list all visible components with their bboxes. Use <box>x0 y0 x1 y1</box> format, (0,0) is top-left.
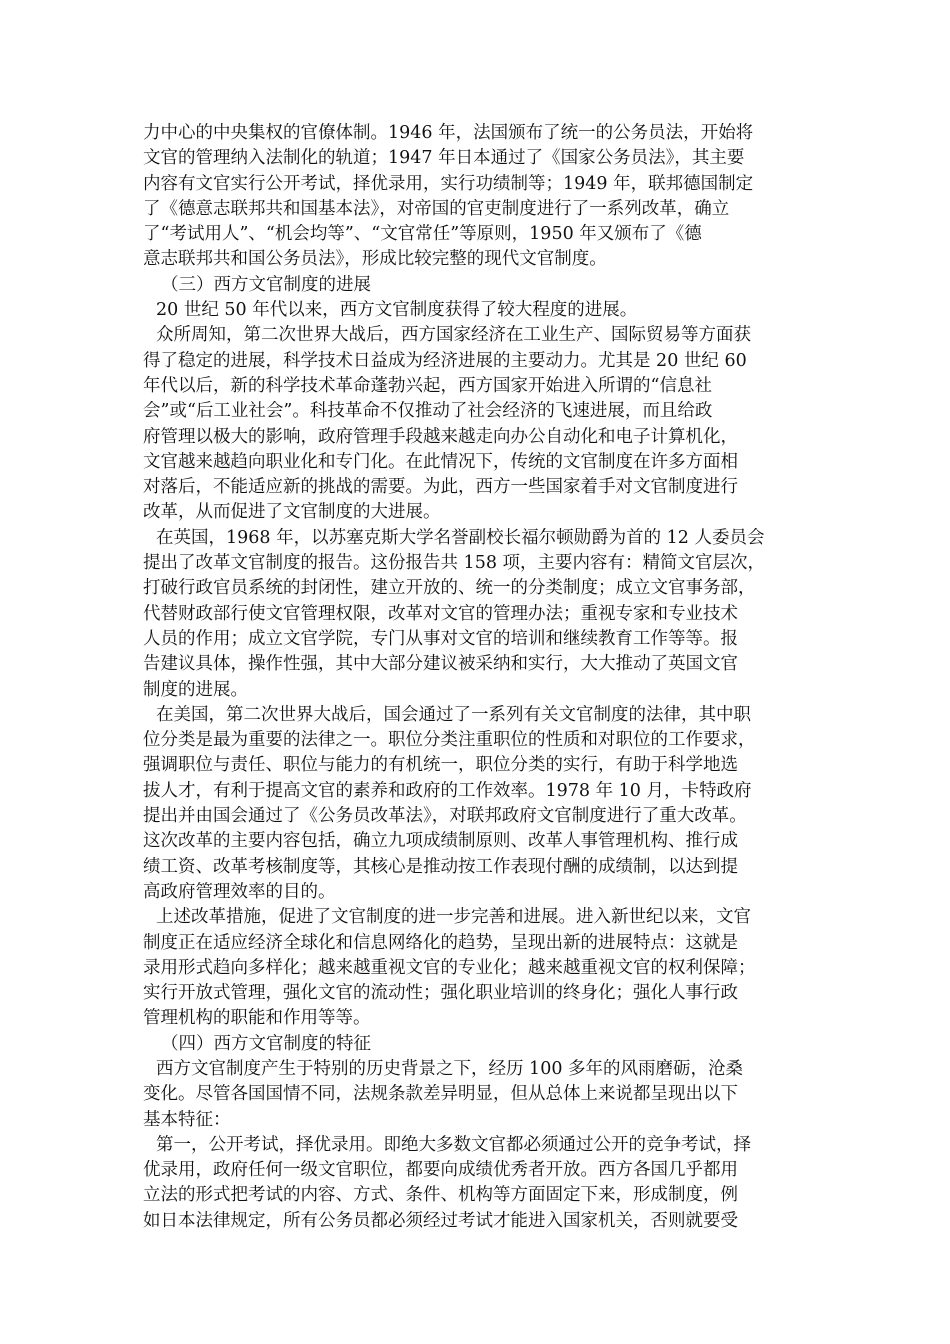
text-line: 了“考试用人”、“机会均等”、“文官常任”等原则，1950 年又颁布了《德 <box>143 224 702 245</box>
text-line: 管理机构的职能和作用等等。 <box>143 1008 371 1029</box>
text-line: 这次改革的主要内容包括，确立九项成绩制原则、改革人事管理机构、推行成 <box>143 831 738 852</box>
text-line: 对落后，不能适应新的挑战的需要。为此，西方一些国家着手对文官制度进行 <box>143 477 738 498</box>
text-line: 年代以后，新的科学技术革命蓬勃兴起，西方国家开始进入所谓的“信息社 <box>143 375 712 396</box>
text-line: 改革，从而促进了文官制度的大进展。 <box>143 502 441 523</box>
text-line: 基本特征： <box>143 1109 231 1130</box>
text-line: 实行开放式管理，强化文官的流动性；强化职业培训的终身化；强化人事行政 <box>143 983 738 1004</box>
text-line: 文官的管理纳入法制化的轨道；1947 年日本通过了《国家公务员法》，其主要 <box>143 148 745 169</box>
text-line: 强调职位与责任、职位与能力的有机统一，职位分类的实行，有助于科学地选 <box>143 755 738 776</box>
text-line: 高政府管理效率的目的。 <box>143 881 336 902</box>
section-heading: （四）西方文官制度的特征 <box>161 1033 371 1054</box>
text-line: 提出了改革文官制度的报告。这份报告共 158 项，主要内容有：精简文官层次， <box>143 553 766 574</box>
text-line: 人员的作用；成立文官学院，专门从事对文官的培训和继续教育工作等等。报 <box>143 628 738 649</box>
text-line: 众所周知，第二次世界大战后，西方国家经济在工业生产、国际贸易等方面获 <box>156 325 751 346</box>
text-line: 在美国，第二次世界大战后，国会通过了一系列有关文官制度的法律，其中职 <box>156 704 751 725</box>
text-line: 在英国，1968 年，以苏塞克斯大学名誉副校长福尔顿勋爵为首的 12 人委员会 <box>156 527 765 548</box>
text-line: 了《德意志联邦共和国基本法》，对帝国的官吏制度进行了一系列改革，确立 <box>143 198 730 219</box>
text-line: 意志联邦共和国公务员法》，形成比较完整的现代文官制度。 <box>143 249 607 270</box>
text-line: 如日本法律规定，所有公务员都必须经过考试才能进入国家机关，否则就要受 <box>143 1210 738 1231</box>
text-line: 制度的进展。 <box>143 679 248 700</box>
text-line: 会”或“后工业社会”。科技革命不仅推动了社会经济的飞速进展，而且给政 <box>143 401 713 422</box>
text-line: 文官越来越趋向职业化和专门化。在此情况下，传统的文官制度在许多方面相 <box>143 451 738 472</box>
text-line: 变化。尽管各国国情不同，法规条款差异明显，但从总体上来说都呈现出以下 <box>143 1084 738 1105</box>
text-line: 内容有文官实行公开考试，择优录用，实行功绩制等；1949 年，联邦德国制定 <box>143 173 754 194</box>
text-line: 制度正在适应经济全球化和信息网络化的趋势，呈现出新的进展特点：这就是 <box>143 932 738 953</box>
text-line: 绩工资、改革考核制度等，其核心是推动按工作表现付酬的成绩制，以达到提 <box>143 856 738 877</box>
body-text <box>143 121 808 1234</box>
text-line: 录用形式趋向多样化；越来越重视文官的专业化；越来越重视文官的权利保障； <box>143 957 756 978</box>
text-line: 优录用，政府任何一级文官职位，都要向成绩优秀者开放。西方各国几乎都用 <box>143 1160 738 1181</box>
text-line: 提出并由国会通过了《公务员改革法》，对联邦政府文官制度进行了重大改革。 <box>143 806 747 827</box>
section-heading: （三）西方文官制度的进展 <box>161 274 371 295</box>
text-line: 位分类是最为重要的法律之一。职位分类注重职位的性质和对职位的工作要求， <box>143 730 756 751</box>
text-line: 立法的形式把考试的内容、方式、条件、机构等方面固定下来，形成制度，例 <box>143 1185 738 1206</box>
text-line: 代替财政部行使文官管理权限，改革对文官的管理办法；重视专家和专业技术 <box>143 603 738 624</box>
text-line: 上述改革措施，促进了文官制度的进一步完善和进展。进入新世纪以来，文官 <box>156 907 751 928</box>
text-line: 拔人才，有利于提高文官的素养和政府的工作效率。1978 年 10 月，卡特政府 <box>143 780 752 801</box>
text-line: 20 世纪 50 年代以来，西方文官制度获得了较大程度的进展。 <box>156 300 638 321</box>
text-line: 第一，公开考试，择优录用。即绝大多数文官都必须通过公开的竞争考试，择 <box>156 1134 751 1155</box>
text-line: 告建议具体，操作性强，其中大部分建议被采纳和实行，大大推动了英国文官 <box>143 654 738 675</box>
text-line: 力中心的中央集权的官僚体制。1946 年，法国颁布了统一的公务员法，开始将 <box>143 123 754 143</box>
text-line: 府管理以极大的影响，政府管理手段越来越走向办公自动化和电子计算机化， <box>143 426 738 447</box>
text-line: 西方文官制度产生于特别的历史背景之下，经历 100 多年的风雨磨砺，沧桑 <box>156 1058 744 1079</box>
text-line: 得了稳定的进展，科学技术日益成为经济进展的主要动力。尤其是 20 世纪 60 <box>143 350 747 371</box>
text-line: 打破行政官员系统的封闭性，建立开放的、统一的分类制度；成立文官事务部， <box>143 578 756 599</box>
